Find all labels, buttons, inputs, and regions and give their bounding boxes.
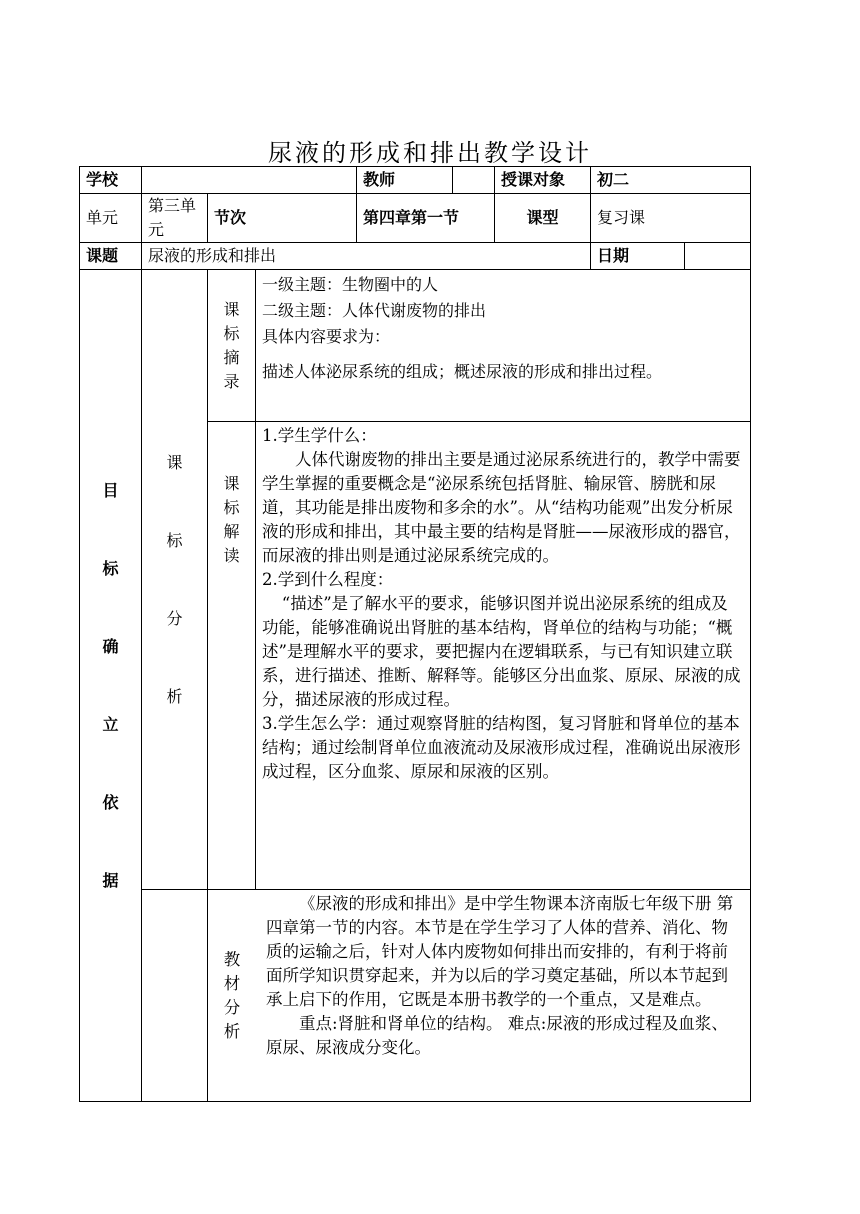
- textbook-row: [80, 890, 751, 1102]
- header-row-3: [80, 243, 751, 270]
- excerpt-label: 课 标 摘 录: [208, 270, 256, 422]
- lesson-plan-table: [79, 166, 751, 1102]
- teacher-value: [453, 167, 495, 194]
- excerpt-row: [80, 270, 751, 422]
- date-value: [685, 243, 751, 270]
- section-label: 节次: [208, 194, 357, 243]
- type-value: 复习课: [591, 194, 751, 243]
- interpretation-label: 课 标 解 读: [208, 422, 256, 890]
- section-value: 第四章第一节: [357, 194, 495, 243]
- textbook-blank: [142, 890, 208, 1102]
- topic-label: 课题: [80, 243, 142, 270]
- textbook-label: 教 材 分 析: [223, 949, 241, 1041]
- header-row-1: [80, 167, 751, 194]
- excerpt-content: 一级主题：生物圈中的人 二级主题：人体代谢废物的排出 具体内容要求为： 描述人体泌尿系统的组成；概述尿液的形成和排出过程。: [256, 270, 751, 422]
- teacher-label: 教师: [357, 167, 453, 194]
- header-row-2: [80, 194, 751, 243]
- audience-value: 初二: [591, 167, 751, 194]
- type-label: 课型: [495, 194, 591, 243]
- kebiao-fenxi-label: 课 标 分 析: [142, 270, 208, 890]
- audience-label: 授课对象: [495, 167, 591, 194]
- school-value: [142, 167, 357, 194]
- topic-value: 尿液的形成和排出: [142, 243, 591, 270]
- date-label: 日期: [591, 243, 685, 270]
- interpretation-content: 1.学生学什么： 人体代谢废物的排出主要是通过泌尿系统进行的，教学中需要学生掌握的重要概念是“泌尿系统包括肾脏、输尿管、膀胱和尿道，其功能是排出废物和多余的水”。从“结构功能观”出发分析尿液的形成和排出，其中最主要的结构是肾脏——尿液形成的器官，而尿液的排出则是通过泌尿系统完成的。 2.学到什么程度： “描述”是了解水平的要求，能够识图并说出泌尿系统的组成及功能，能够准确说出肾脏的基本结构，肾单位的结构与功能；“概述”是理解水平的要求，要把握内在逻辑联系，与已有知识建立联系，进行描述、推断、解释等。能够区分出血浆、原尿、尿液的成分，描述尿液的形成过程。 3.学生怎么学：通过观察肾脏的结构图，复习肾脏和肾单位的基本结构；通过绘制肾单位血液流动及尿液形成过程，准确说出尿液形成过程，区分血浆、原尿和尿液的区别。: [256, 422, 751, 890]
- unit-value: 第三单元: [142, 194, 208, 243]
- unit-label: 单元: [80, 194, 142, 243]
- section-label-target: 目 标 确 立 依 据: [80, 270, 142, 1102]
- document-title: 尿液的形成和排出教学设计: [268, 139, 592, 167]
- school-label: 学校: [80, 167, 142, 194]
- textbook-content: 教 材 分 析 《尿液的形成和排出》是中学生物课本济南版七年级下册 第四章第一节的内容。本节是在学生学习了人体的营养、消化、物质的运输之后，针对人体内废物如何排出而安排的，有利于将前面所学知识贯穿起来，并为以后的学习奠定基础，所以本节起到承上启下的作用，它既是本册书教学的一个重点，又是难点。 重点:肾脏和肾单位的结构。 难点:尿液的形成过程及血浆、原尿、尿液成分变化。: [208, 890, 751, 1102]
